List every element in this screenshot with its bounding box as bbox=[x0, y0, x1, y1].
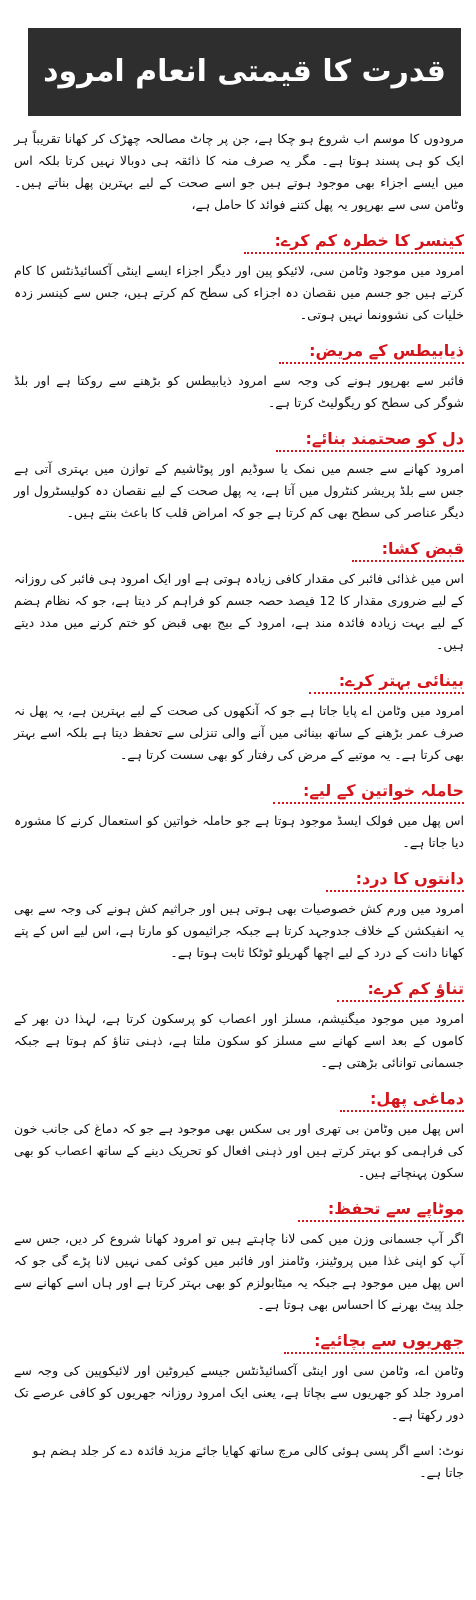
section-body: امرود کھانے سے جسم میں نمک یا سوڈیم اور پوٹاشیم کے توازن میں بہتری آتی ہے جس سے بلڈ پریشر کنٹرول میں آتا ہے، یہ پھل صحت کے لیے نقصان دہ کولیسٹرول اور دیگر عناصر کی سطح بھی کم کرتا ہے جو کہ امراض قلب کا باعث بنتے ہیں۔ bbox=[14, 461, 464, 520]
section-stress bbox=[14, 978, 464, 1074]
section-body: فائبر سے بھرپور ہونے کی وجہ سے امرود ذیابیطس کو بڑھنے سے روکتا ہے اور بلڈ شوگر کی سطح کو ریگولیٹ کرتا ہے۔ bbox=[14, 373, 464, 410]
section-cancer bbox=[14, 230, 464, 326]
section-body: امرود میں موجود میگنیشم، مسلز اور اعصاب کو پرسکون کرتا ہے، لہذا دن بھر کے کاموں کے بعد اسے کھانے سے مسلز کو سکون ملتا ہے، ذہنی تناؤ کم ہوتا ہے جبکہ جسمانی توانائی بڑھتی ہے۔ bbox=[14, 1011, 464, 1070]
section-body: امرود میں وٹامن اے پایا جاتا ہے جو کہ آنکھوں کی صحت کے لیے بہترین ہے، یہ پھل نہ صرف عمر بڑھنے کے ساتھ بینائی میں آنے والی تنزلی سے تحفظ دیتا ہے بلکہ اسے بہتر بھی کرتا ہے۔ یہ موتیے کے مرض کی رفتار کو بھی سست کرتا ہے۔ bbox=[14, 703, 464, 762]
section-heading: جھریوں سے بچائیے: bbox=[284, 1330, 464, 1354]
section-body: اس پھل میں وٹامن بی تھری اور بی سکس بھی موجود ہے جو کہ دماغ کی جانب خون کی فراہمی کو بہتر کرتے ہیں اور ذہنی افعال کو تحریک دینے کے ساتھ اعصاب کو بھی سکون پہنچاتے ہیں۔ bbox=[14, 1121, 464, 1180]
page-title: قدرت کا قیمتی انعام امرود bbox=[43, 54, 446, 89]
section-diabetes bbox=[14, 340, 464, 414]
section-heading: دانتوں کا درد: bbox=[326, 868, 464, 892]
section-heart bbox=[14, 428, 464, 524]
section-pregnancy bbox=[14, 780, 464, 854]
section-wrinkles bbox=[14, 1330, 464, 1426]
section-toothache bbox=[14, 868, 464, 964]
title-banner bbox=[28, 28, 461, 116]
section-body: امرود میں موجود وٹامن سی، لائیکو پین اور دیگر اجزاء ایسے اینٹی آکسائیڈنٹس کا کام کرتے ہیں جو جسم میں نقصان دہ اجزاء کی سطح کم کرتے ہیں، جس سے کینسر زدہ خلیات کی نشوونما نہیں ہوتی۔ bbox=[14, 263, 464, 322]
section-heading: تناؤ کم کرے: bbox=[337, 978, 464, 1002]
section-heading: دماغی پھل: bbox=[340, 1088, 464, 1112]
section-heading: دل کو صحتمند بنائے: bbox=[276, 428, 465, 452]
section-body: وٹامن اے، وٹامن سی اور اینٹی آکسائیڈنٹس جیسے کیروٹین اور لائیکوپین کی وجہ سے امرود جلد کو جھریوں سے بچاتا ہے، یعنی ایک امرود روزانہ جھریوں کو کافی عرصے تک دور رکھتا ہے۔ bbox=[14, 1363, 464, 1422]
section-heading: حاملہ خواتین کے لیے: bbox=[273, 780, 464, 804]
section-heading: موٹاپے سے تحفظ: bbox=[298, 1198, 464, 1222]
section-eyesight bbox=[14, 670, 464, 766]
section-heading: بینائی بہتر کرے: bbox=[309, 670, 464, 694]
section-heading: ذیابیطس کے مریض: bbox=[279, 340, 464, 364]
section-constipation bbox=[14, 538, 464, 656]
section-body: اگر آپ جسمانی وزن میں کمی لانا چاہتے ہیں تو امرود کھانا شروع کر دیں، جس سے آپ کو اپنی غذا میں پروٹینز، وٹامنز اور فائبر میں کوئی کمی نہیں لانا پڑے گی جو کہ اس پھل میں موجود ہے جبکہ یہ میٹابولزم کو بھی بہتر کرتا ہے اور ہاں اسے کھانے سے جلد پیٹ بھرنے کا احساس بھی ہوتا ہے۔ bbox=[14, 1231, 464, 1312]
article-content bbox=[14, 128, 464, 1497]
section-body: اس میں غذائی فائبر کی مقدار کافی زیادہ ہوتی ہے اور ایک امرود ہی فائبر کی روزانہ کے لیے ضروری مقدار کا 12 فیصد حصہ جسم کو فراہم کر دیتا ہے، جو کہ نظام ہضم کے لیے بہت زیادہ فائدہ مند ہے، امرود کے بیج بھی قبض کو ختم کرنے میں مدد دیتے ہیں۔ bbox=[14, 571, 464, 652]
section-heading: کینسر کا خطرہ کم کرے: bbox=[244, 230, 464, 254]
intro-text: مرودوں کا موسم اب شروع ہو چکا ہے، جن پر چاٹ مصالحہ چھڑک کر کھانا تقریباً ہر ایک کو ہی پسند ہوتا ہے۔ مگر یہ صرف منہ کا ذائقہ ہی دوبالا نہیں کرتا بلکہ اس میں ایسے اجزاء بھی موجود ہوتے ہیں جو اسے صحت کے لیے بہترین پھل بناتے ہیں۔ وٹامن سی سے بھرپور یہ پھل کتنے فوائد کا حامل ہے، bbox=[14, 131, 464, 212]
section-heading: قبض کشا: bbox=[352, 538, 464, 562]
intro-paragraph bbox=[14, 128, 464, 216]
section-body: امرود میں ورم کش خصوصیات بھی ہوتی ہیں اور جراثیم کش ہونے کی وجہ سے بھی یہ انفیکشن کے خلاف جدوجہد کرتا ہے جبکہ جراثیموں کو مارتا ہے، اس لیے اس کے پتے کھانا دانت کے درد کے لیے اچھا گھریلو ٹوٹکا ثابت ہوتا ہے۔ bbox=[14, 901, 464, 960]
section-brain bbox=[14, 1088, 464, 1184]
section-obesity bbox=[14, 1198, 464, 1316]
footnote: نوٹ: اسے اگر پسی ہوئی کالی مرچ ساتھ کھایا جائے مزید فائدہ دے کر جلد ہضم ہو جاتا ہے۔ bbox=[32, 1443, 464, 1480]
section-body: اس پھل میں فولک ایسڈ موجود ہوتا ہے جو حاملہ خواتین کو استعمال کرنے کا مشورہ دیا جاتا ہے۔ bbox=[14, 813, 464, 850]
